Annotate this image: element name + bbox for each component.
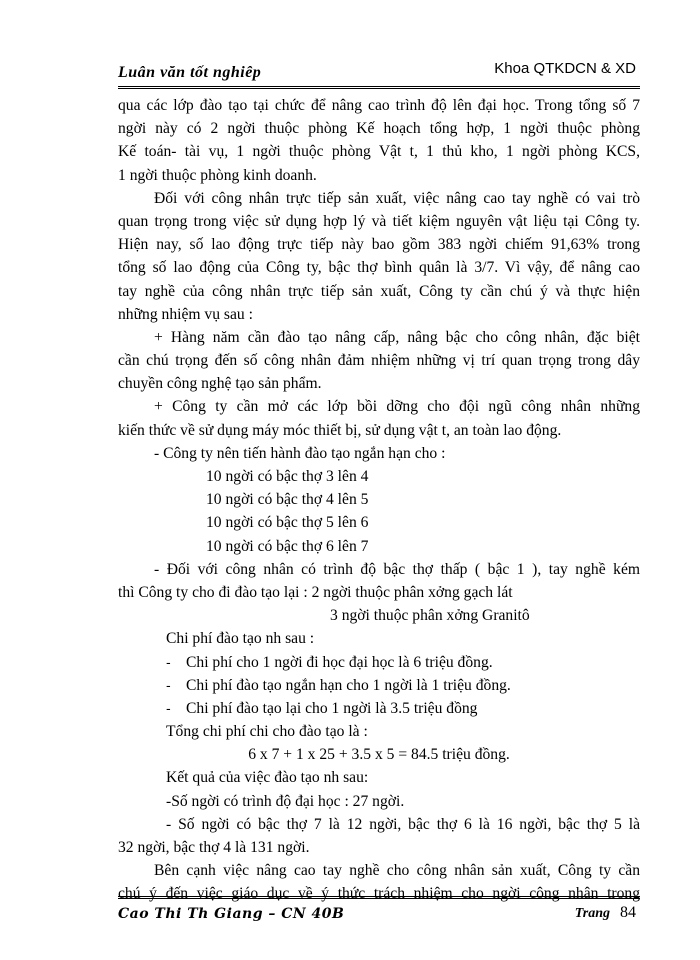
list-item: 10 ngời có bậc thợ 5 lên 6 bbox=[206, 514, 369, 532]
text-line: 32 ngời, bậc thợ 4 là 131 ngời. bbox=[118, 839, 310, 856]
text-line: Kế toán- tài vụ, 1 ngời thuộc phòng Vật t, 1 thủ kho, 1 ngời phòng KCS, bbox=[118, 143, 640, 161]
author-line: Cao Thi Th Giang – CN 40B bbox=[118, 906, 345, 922]
header-rule bbox=[118, 86, 640, 92]
formula-line: 6 x 7 + 1 x 25 + 3.5 x 5 = 84.5 triệu đồng. bbox=[248, 746, 510, 764]
page-header bbox=[118, 54, 640, 88]
page-number-block bbox=[575, 904, 636, 922]
page-number: 84 bbox=[620, 904, 636, 921]
list-item-text: Chi phí cho 1 ngời đi học đại học là 6 triệu đồng. bbox=[186, 653, 493, 671]
list-item: 10 ngời có bậc thợ 4 lên 5 bbox=[206, 491, 369, 509]
text-line: - Số ngời có bậc thợ 7 là 12 ngời, bậc thợ 6 là 16 ngời, bậc thợ 5 là bbox=[166, 815, 640, 833]
text-line: kiến thức về sử dụng máy móc thiết bị, sử dụng vật t, an toàn lao động. bbox=[118, 421, 562, 439]
text-line: - Công ty nên tiến hành đào tạo ngắn hạn cho : bbox=[154, 444, 446, 462]
text-line: - Đối với công nhân có trình độ bậc thợ thấp ( bậc 1 ), tay nghề kém bbox=[154, 560, 640, 578]
text-line: -Số ngời có trình độ đại học : 27 ngời. bbox=[166, 792, 405, 810]
list-item-text: Chi phí đào tạo lại cho 1 ngời là 3.5 triệu đồng bbox=[186, 699, 478, 717]
bullet-dash-icon: - bbox=[166, 655, 171, 671]
list-item bbox=[118, 651, 640, 674]
text-line: quan trọng trong việc sử dụng hợp lý và tiết kiệm nguyên vật liệu tại Công ty. bbox=[118, 212, 640, 230]
bullet-dash-icon: - bbox=[166, 678, 171, 694]
list-item-text: Chi phí đào tạo ngắn hạn cho 1 ngời là 1 triệu đồng. bbox=[186, 676, 511, 694]
text-line: Hiện nay, số lao động trực tiếp này bao gồm 383 ngời chiếm 91,63% trong bbox=[118, 236, 640, 254]
thesis-title: Luân văn tốt nghiêp bbox=[118, 64, 262, 81]
text-line: Đối với công nhân trực tiếp sản xuất, việc nâng cao tay nghề có vai trò bbox=[154, 189, 640, 207]
text-line: 1 ngời thuộc phòng kinh doanh. bbox=[118, 166, 317, 184]
page-footer bbox=[118, 902, 640, 932]
text-line: những nhiệm vụ sau : bbox=[118, 305, 253, 323]
document-body bbox=[118, 94, 640, 906]
text-line: Tổng chi phí chi cho đào tạo là : bbox=[166, 723, 368, 741]
list-item bbox=[118, 697, 640, 720]
list-item bbox=[118, 674, 640, 697]
text-line: tổng số lao động của Công ty, bậc thợ bình quân là 3/7. Vì vậy, để nâng cao bbox=[118, 259, 640, 277]
text-line: ngời này có 2 ngời thuộc phòng Kế hoạch tổng hợp, 1 ngời thuộc phòng bbox=[118, 120, 640, 138]
text-line: Bên cạnh việc nâng cao tay nghề cho công nhân sản xuất, Công ty cần bbox=[154, 862, 640, 880]
list-item: 10 ngời có bậc thợ 6 lên 7 bbox=[206, 537, 369, 555]
text-line: tay nghề của công nhân trực tiếp sản xuất, Công ty cần chú ý và thực hiện bbox=[118, 282, 640, 300]
text-line: Chi phí đào tạo nh sau : bbox=[166, 630, 315, 648]
list-item: 10 ngời có bậc thợ 3 lên 4 bbox=[206, 468, 369, 485]
bullet-dash-icon: - bbox=[166, 701, 171, 717]
text-line: qua các lớp đào tạo tại chức để nâng cao trình độ lên đại học. Trong tổng số 7 bbox=[118, 97, 640, 114]
text-line: 3 ngời thuộc phân xởng Granitô bbox=[330, 607, 530, 625]
text-line: chuyền công nghệ tạo sản phẩm. bbox=[118, 375, 322, 393]
page-label: Trang bbox=[574, 906, 610, 921]
text-line: + Công ty cần mở các lớp bồi dỡng cho đội ngũ công nhân những bbox=[154, 398, 640, 416]
text-line: + Hàng năm cần đào tạo nâng cấp, nâng bậc cho công nhân, đặc biệt bbox=[154, 328, 640, 346]
text-line: thì Công ty cho đi đào tạo lại : 2 ngời thuộc phân xởng gạch lát bbox=[118, 583, 513, 601]
faculty-name: Khoa QTKDCN & XD bbox=[494, 60, 636, 77]
text-line: Kết quả của việc đào tạo nh sau: bbox=[166, 769, 369, 787]
text-line: cần chú trọng đến số công nhân đảm nhiệm những vị trí quan trọng trong dây bbox=[118, 352, 640, 370]
text-line: chú ý đến việc giáo dục về ý thức trách nhiệm cho ngời công nhân trong bbox=[118, 885, 640, 903]
